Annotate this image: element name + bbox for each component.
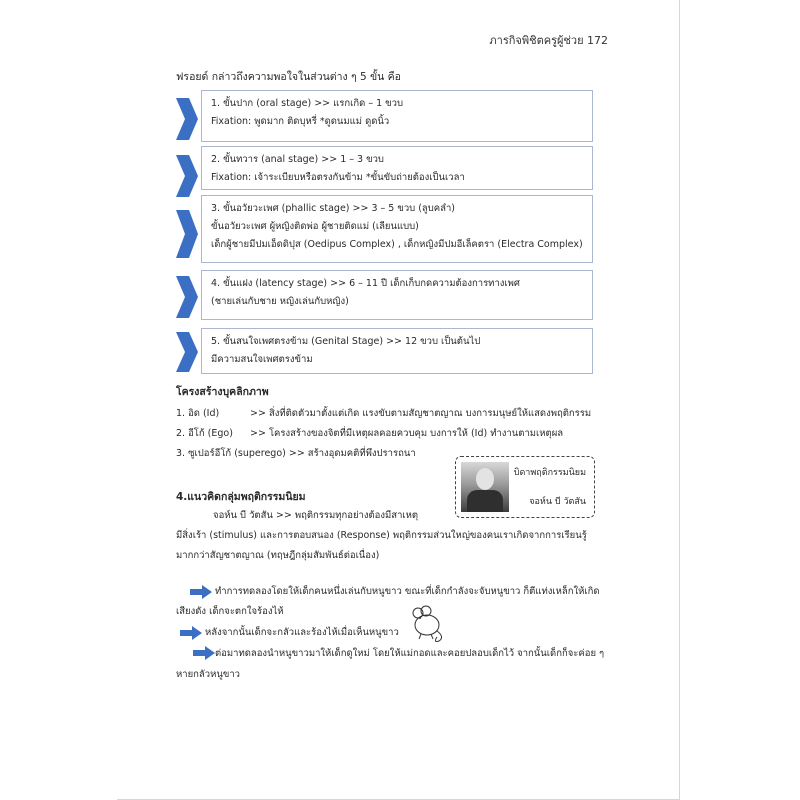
stage-detail: มีความสนใจเพศตรงข้าม (211, 354, 313, 365)
stage-box-anal (201, 146, 593, 190)
personality-term: 3. ซูเปอร์อีโก้ (superego) >> สร้างอุดมคติที่พึงปรารถนา (176, 448, 416, 459)
page-header: ภารกิจพิชิตครูผู้ช่วย 172 (489, 34, 608, 47)
stage-detail: เด็กผู้ชายมีปมเอ็ดดิปุส (Oedipus Complex) , เด็กหญิงมีปมอีเล็คตรา (Electra Complex) (211, 239, 583, 250)
personality-item (176, 406, 591, 421)
personality-desc: >> สิ่งที่ติดตัวมาตั้งแต่เกิด แรงขับตามสัญชาตญาณ บงการมนุษย์ให้แสดงพฤติกรรม (250, 408, 592, 419)
section-title-behaviorism: 4.แนวคิดกลุ่มพฤติกรรมนิยม (176, 491, 306, 503)
chevron-right-icon (176, 210, 198, 258)
stage-title: 5. ขั้นสนใจเพศตรงข้าม (Genital Stage) >> 12 ขวบ เป็นต้นไป (211, 336, 481, 347)
behaviorism-line: มากกว่าสัญชาตญาณ (ทฤษฎีกลุ่มสัมพันธ์ต่อเนื่อง) (176, 550, 380, 561)
personality-item (176, 446, 416, 461)
photo-caption-title: บิดาพฤติกรรมนิยม (513, 468, 586, 478)
personality-term: 2. อีโก้ (Ego) (176, 428, 233, 439)
stage-box-phallic (201, 195, 593, 263)
experiment-step: หายกลัวหนูขาว (176, 669, 240, 680)
experiment-step: ต่อมาทดลองนำหนูขาวมาให้เด็กดูใหม่ โดยให้แม่กอดและคอยปลอบเด็กไว้ จากนั้นเด็กก็จะค่อย ๆ (215, 648, 605, 659)
arrow-right-icon (190, 585, 212, 599)
experiment-step: หลังจากนั้นเด็กจะกลัวและร้องไห้เมื่อเห็นหนูขาว (205, 627, 399, 638)
stage-title: 1. ขั้นปาก (oral stage) >> แรกเกิด – 1 ขวบ (211, 98, 404, 109)
behaviorism-line: มีสิ่งเร้า (stimulus) และการตอบสนอง (Response) พฤติกรรมส่วนใหญ่ของคนเราเกิดจากการเรียนรู้ (176, 530, 587, 541)
chevron-right-icon (176, 276, 198, 318)
arrow-right-icon (193, 646, 215, 660)
stage-title: 4. ขั้นแฝง (latency stage) >> 6 – 11 ปี เด็กเก็บกดความต้องการทางเพศ (211, 278, 520, 289)
intro-text: ฟรอยด์ กล่าวถึงความพอใจในส่วนต่าง ๆ 5 ขั้น คือ (176, 71, 401, 83)
stage-detail: Fixation: พูดมาก ติดบุหรี่ *ดูดนมแม่ ดูดนิ้ว (211, 116, 390, 127)
stage-box-genital (201, 328, 593, 374)
personality-item (176, 426, 563, 441)
photo-caption-name: จอห์น บี วัตสัน (529, 497, 586, 507)
stage-box-oral (201, 90, 593, 142)
arrow-right-icon (180, 626, 202, 640)
chevron-right-icon (176, 332, 198, 372)
personality-desc: >> โครงสร้างของจิตที่มีเหตุผลคอยควบคุม บงการให้ (Id) ทำงานตามเหตุผล (250, 428, 564, 439)
stage-box-latency (201, 270, 593, 320)
stage-detail: ขั้นอวัยวะเพศ ผู้หญิงติดพ่อ ผู้ชายติดแม่ (เลียนแบบ) (211, 221, 419, 232)
experiment-step: เสียงดัง เด็กจะตกใจร้องไห้ (176, 606, 284, 617)
stage-title: 2. ขั้นทวาร (anal stage) >> 1 – 3 ขวบ (211, 154, 384, 165)
chevron-right-icon (176, 98, 198, 140)
page-edge-right (679, 0, 680, 800)
stage-title: 3. ขั้นอวัยวะเพศ (phallic stage) >> 3 – 5 ขวบ (ลูบคลำ) (211, 203, 456, 214)
photo-card (455, 456, 595, 518)
stage-detail: (ชายเล่นกับชาย หญิงเล่นกับหญิง) (211, 296, 349, 307)
portrait-photo (461, 462, 509, 512)
behaviorism-line: จอห์น บี วัตสัน >> พฤติกรรมทุกอย่างต้องมีสาเหตุ (213, 510, 419, 521)
experiment-step: ทำการทดลองโดยให้เด็กคนหนึ่งเล่นกับหนูขาว ขณะที่เด็กกำลังจะจับหนูขาว ก็ตีแท่งเหล็กให้เกิด (215, 586, 600, 597)
chevron-right-icon (176, 155, 198, 197)
stage-detail: Fixation: เจ้าระเบียบหรือตรงกันข้าม *ขั้นขับถ่ายต้องเป็นเวลา (211, 172, 465, 183)
mouse-icon (407, 603, 449, 643)
section-title-personality: โครงสร้างบุคลิกภาพ (176, 386, 269, 398)
personality-term: 1. อิด (Id) (176, 408, 220, 419)
